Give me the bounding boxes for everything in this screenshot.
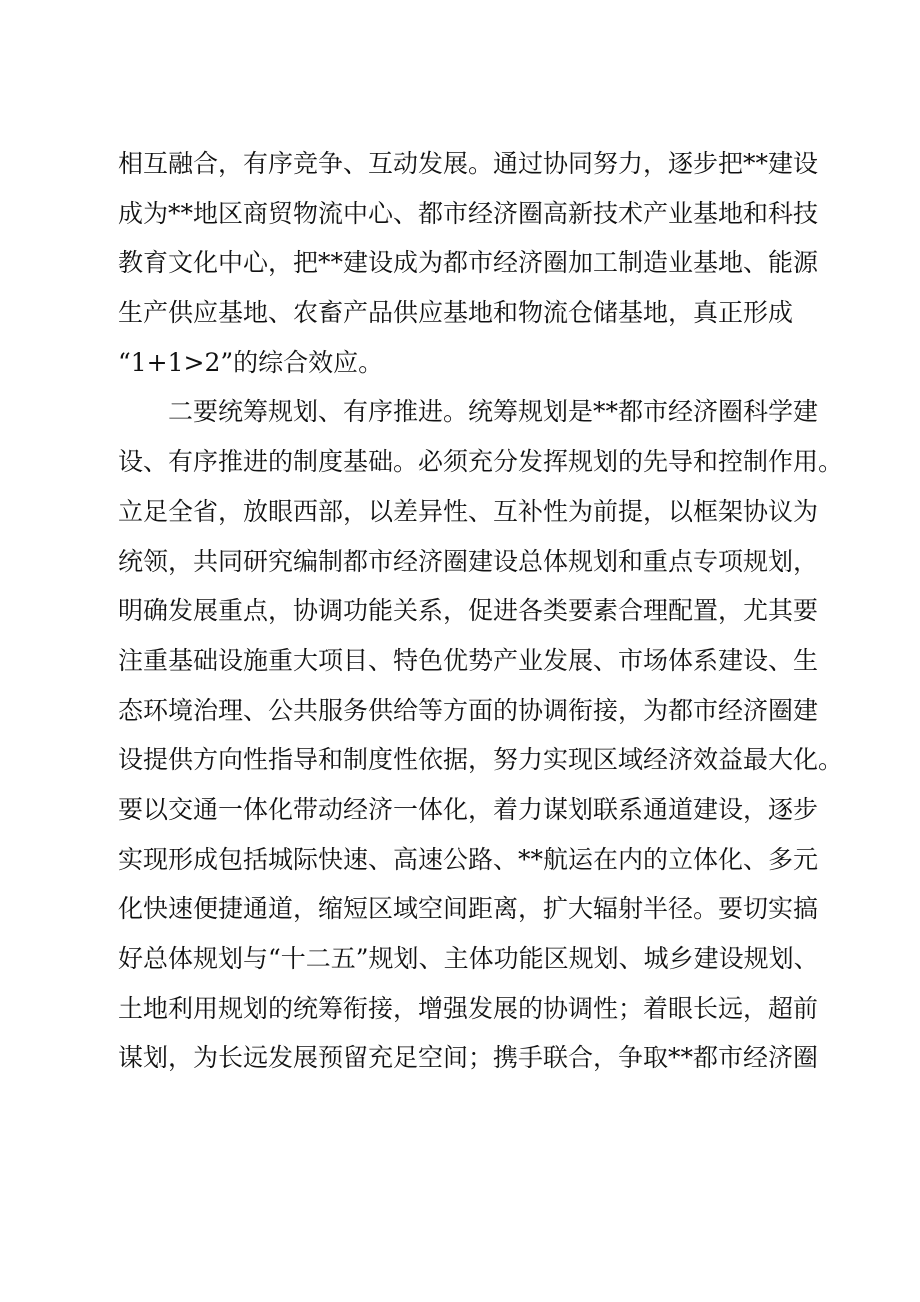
text-line: 实现形成包括城际快速、高速公路、**航运在内的立体化、多元 <box>118 844 819 874</box>
text-line: 生产供应基地、农畜产品供应基地和物流仓储基地，真正形成 <box>118 298 794 328</box>
text-line: 态环境治理、公共服务供给等方面的协调衔接，为都市经济圈建 <box>118 695 819 725</box>
text-line: 注重基础设施重大项目、特色优势产业发展、市场体系建设、生 <box>118 645 819 675</box>
text-line: 统领，共同研究编制都市经济圈建设总体规划和重点专项规划， <box>118 546 819 576</box>
text-line: 化快速便捷通道，缩短区域空间距离，扩大辐射半径。要切实搞 <box>118 894 819 924</box>
text-line: 要以交通一体化带动经济一体化，着力谋划联系通道建设，逐步 <box>118 794 819 824</box>
text-line: “1+1>2”的综合效应。 <box>118 347 384 377</box>
text-line: 谋划，为长远发展预留充足空间；携手联合，争取**都市经济圈 <box>118 1043 819 1073</box>
text-line: 二要统筹规划、有序推进。统筹规划是**都市经济圈科学建 <box>118 397 819 427</box>
text-line: 相互融合，有序竞争、互动发展。通过协同努力，逐步把**建设 <box>118 149 819 178</box>
text-line: 设、有序推进的制度基础。必须充分发挥规划的先导和控制作用。 <box>118 447 844 477</box>
text-line: 明确发展重点，协调功能关系，促进各类要素合理配置，尤其要 <box>118 596 819 626</box>
text-line: 成为**地区商贸物流中心、都市经济圈高新技术产业基地和科技 <box>118 198 819 228</box>
text-line: 教育文化中心，把**建设成为都市经济圈加工制造业基地、能源 <box>118 248 819 278</box>
text-line: 设提供方向性指导和制度性依据，努力实现区域经济效益最大化。 <box>118 745 844 775</box>
text-line: 土地利用规划的统筹衔接，增强发展的协调性；着眼长远，超前 <box>118 993 819 1023</box>
body-text <box>118 139 844 1083</box>
text-line: 好总体规划与“十二五”规划、主体功能区规划、城乡建设规划、 <box>118 944 819 973</box>
text-line: 立足全省，放眼西部，以差异性、互补性为前提，以框架协议为 <box>118 496 819 526</box>
